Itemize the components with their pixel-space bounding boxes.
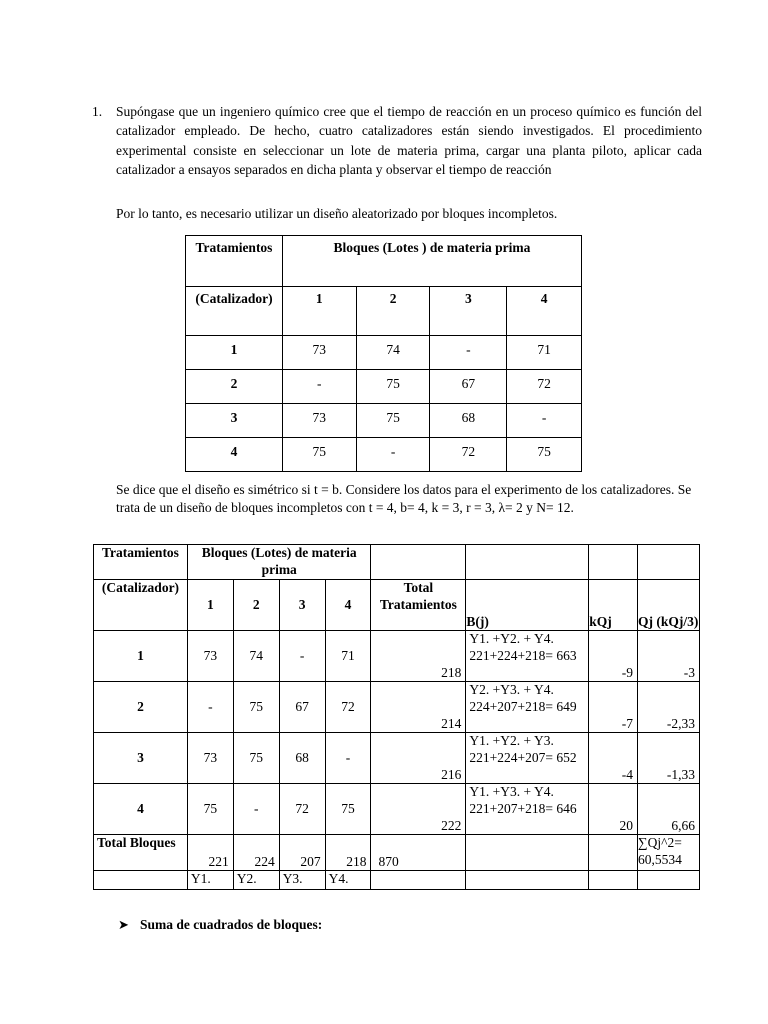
t2-block-label: 2 bbox=[233, 580, 279, 631]
t2-block-total: 224 bbox=[233, 835, 279, 871]
section-heading-text: Suma de cuadrados de bloques: bbox=[140, 917, 323, 932]
t1-cell: - bbox=[507, 404, 582, 438]
t2-cell: 75 bbox=[325, 784, 371, 835]
t2-cell: 72 bbox=[279, 784, 325, 835]
t2-bj-cell bbox=[466, 631, 589, 682]
bj-formula: Y1. +Y2. + Y4. bbox=[469, 631, 554, 646]
t2-cell: 68 bbox=[279, 733, 325, 784]
t2-kqj: -4 bbox=[589, 733, 638, 784]
t1-header-treatments: Tratamientos bbox=[186, 236, 283, 287]
t2-block-total: 207 bbox=[279, 835, 325, 871]
t2-qj: -3 bbox=[638, 631, 700, 682]
problem-statement: Supóngase que un ingeniero químico cree que el tiempo de reacción en un proceso químico es función del catalizador empleado. De hecho, cuatro catalizadores están siendo investigados. El procedimiento experimental consiste en seleccionar un lote de materia prima, cargar una planta piloto, aplicar cada catalizador a ensayos separados en dicha planta y observar el tiempo de reacción bbox=[116, 104, 702, 177]
t1-header-blocks: Bloques (Lotes ) de materia prima bbox=[282, 236, 581, 287]
t2-cell: - bbox=[187, 682, 233, 733]
t2-cell: - bbox=[279, 631, 325, 682]
t2-row bbox=[94, 682, 700, 733]
t2-header-qj: Qj (kQj/3) bbox=[638, 580, 700, 631]
t2-kqj: 20 bbox=[589, 784, 638, 835]
bj-sum: 224+207+218= 649 bbox=[469, 698, 577, 714]
t1-cell: 68 bbox=[430, 404, 507, 438]
t1-row bbox=[186, 336, 582, 370]
t2-cell: 75 bbox=[233, 682, 279, 733]
t2-header-bj: B(j) bbox=[466, 580, 589, 631]
arrow-bullet-icon: ➤ bbox=[118, 918, 129, 933]
t1-treatment: 4 bbox=[186, 438, 283, 472]
t2-y-label: Y1. bbox=[187, 871, 233, 890]
t2-cell: 72 bbox=[325, 682, 371, 733]
bj-sum: 221+207+218= 646 bbox=[469, 800, 577, 816]
conclusion-text: Por lo tanto, es necesario utilizar un diseño aleatorizado por bloques incompletos. bbox=[116, 206, 558, 221]
t1-row bbox=[186, 370, 582, 404]
t2-header-blocks: Bloques (Lotes) de materia prima bbox=[187, 545, 371, 580]
t2-treatment: 4 bbox=[94, 784, 188, 835]
t2-header-kqj: kQj bbox=[589, 580, 638, 631]
t2-block-total: 218 bbox=[325, 835, 371, 871]
t2-block-total: 221 bbox=[187, 835, 233, 871]
t1-block-label: 4 bbox=[507, 287, 582, 336]
t1-cell: 72 bbox=[507, 370, 582, 404]
t2-header-catalyst: (Catalizador) bbox=[94, 580, 188, 631]
t2-cell: 75 bbox=[187, 784, 233, 835]
bj-sum: 221+224+207= 652 bbox=[469, 749, 577, 765]
t2-total: 216 bbox=[371, 733, 466, 784]
t2-qj-squared-sum: ∑Qj^2= 60,5534 bbox=[638, 835, 700, 871]
t1-cell: 75 bbox=[356, 370, 430, 404]
t1-row bbox=[186, 404, 582, 438]
t2-block-label: 1 bbox=[187, 580, 233, 631]
t1-cell: 72 bbox=[430, 438, 507, 472]
bj-formula: Y1. +Y3. + Y4. bbox=[469, 784, 554, 799]
t1-treatment: 2 bbox=[186, 370, 283, 404]
t2-treatment: 1 bbox=[94, 631, 188, 682]
t2-cell: 73 bbox=[187, 733, 233, 784]
t1-cell: 71 bbox=[507, 336, 582, 370]
t2-cell: - bbox=[325, 733, 371, 784]
t2-header-treatments: Tratamientos bbox=[94, 545, 188, 580]
t1-cell: 67 bbox=[430, 370, 507, 404]
t1-treatment: 1 bbox=[186, 336, 283, 370]
t1-cell: 74 bbox=[356, 336, 430, 370]
t2-y-label: Y2. bbox=[233, 871, 279, 890]
problem-number: 1. bbox=[92, 104, 103, 119]
section-heading-bullet bbox=[118, 915, 322, 936]
t2-bj-cell bbox=[466, 733, 589, 784]
t1-cell: 73 bbox=[282, 404, 356, 438]
t1-cell: 75 bbox=[282, 438, 356, 472]
t2-bj-cell bbox=[466, 682, 589, 733]
t2-qj: 6,66 bbox=[638, 784, 700, 835]
t1-block-label: 1 bbox=[282, 287, 356, 336]
t2-total: 218 bbox=[371, 631, 466, 682]
t1-block-label: 2 bbox=[356, 287, 430, 336]
t2-total-row bbox=[94, 835, 700, 871]
t2-block-label: 4 bbox=[325, 580, 371, 631]
t2-kqj: -7 bbox=[589, 682, 638, 733]
t2-y-label: Y4. bbox=[325, 871, 371, 890]
t1-cell: 75 bbox=[356, 404, 430, 438]
t1-cell: 73 bbox=[282, 336, 356, 370]
t1-block-label: 3 bbox=[430, 287, 507, 336]
t2-treatment: 2 bbox=[94, 682, 188, 733]
t2-treatment: 3 bbox=[94, 733, 188, 784]
t2-bj-cell bbox=[466, 784, 589, 835]
t2-block-label: 3 bbox=[279, 580, 325, 631]
t2-qj: -1,33 bbox=[638, 733, 700, 784]
t2-kqj: -9 bbox=[589, 631, 638, 682]
data-table-2 bbox=[93, 544, 700, 890]
t2-cell: 75 bbox=[233, 733, 279, 784]
t1-treatment: 3 bbox=[186, 404, 283, 438]
bj-sum: 221+224+218= 663 bbox=[469, 647, 577, 663]
t1-cell: - bbox=[282, 370, 356, 404]
t2-total: 214 bbox=[371, 682, 466, 733]
t2-grand-total: 870 bbox=[371, 835, 466, 871]
t2-header-total-treatments: Total Tratamientos bbox=[371, 580, 466, 631]
t2-cell: 73 bbox=[187, 631, 233, 682]
data-table-1 bbox=[185, 235, 582, 472]
t2-row bbox=[94, 784, 700, 835]
t2-cell: - bbox=[233, 784, 279, 835]
t2-y-label: Y3. bbox=[279, 871, 325, 890]
bj-formula: Y2. +Y3. + Y4. bbox=[469, 682, 554, 697]
t2-total: 222 bbox=[371, 784, 466, 835]
t2-row bbox=[94, 631, 700, 682]
t1-cell: - bbox=[430, 336, 507, 370]
t2-row bbox=[94, 733, 700, 784]
t2-qj: -2,33 bbox=[638, 682, 700, 733]
t2-cell: 74 bbox=[233, 631, 279, 682]
t1-cell: - bbox=[356, 438, 430, 472]
t1-cell: 75 bbox=[507, 438, 582, 472]
t2-total-blocks-label: Total Bloques bbox=[94, 835, 188, 871]
t1-header-catalyst: (Catalizador) bbox=[186, 287, 283, 336]
symmetric-design-note: Se dice que el diseño es simétrico si t = b. Considere los datos para el experimento de los catalizadores. Se trata de un diseño de bloques incompletos con t = 4, b= 4, k = 3, r = 3, λ= 2 y N= 12. bbox=[116, 482, 692, 516]
t2-cell: 71 bbox=[325, 631, 371, 682]
t2-cell: 67 bbox=[279, 682, 325, 733]
t1-row bbox=[186, 438, 582, 472]
bj-formula: Y1. +Y2. + Y3. bbox=[469, 733, 554, 748]
